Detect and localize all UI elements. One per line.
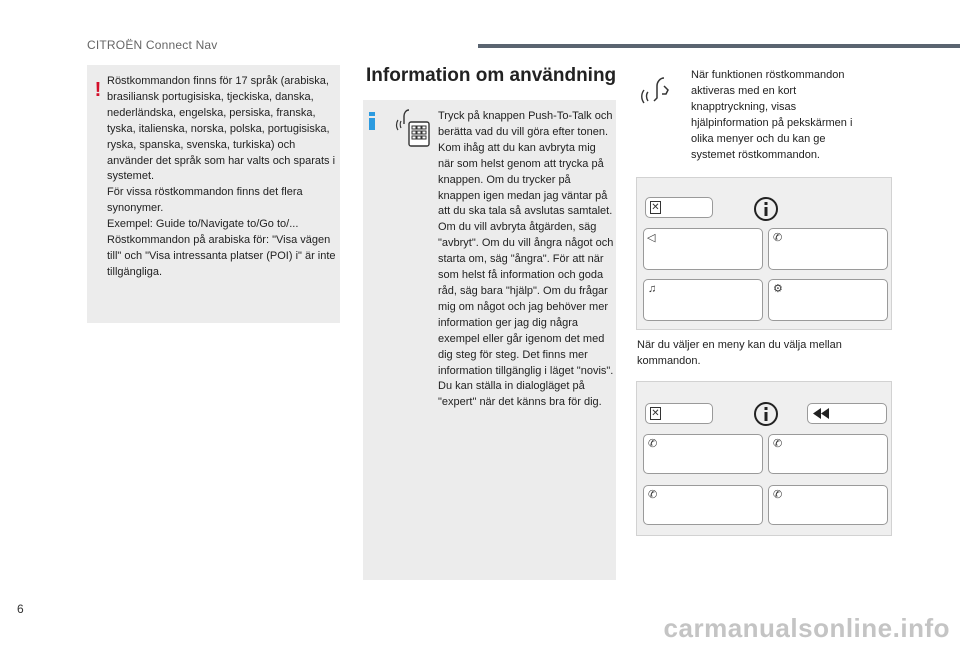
info-icon (369, 112, 375, 130)
voice-command-icon (640, 72, 680, 112)
warning-text: Röstkommandon finns för 17 språk (arabiska, brasiliansk portugisiska, tjeckiska, danska, nederländska, engelska, persiska, franska, tyska, italienska, norska, polska, portugisiska, ryska, spanska, svenska, turkiska) och använder det språk som har valts och sparats i systemet. För vissa röstkommandon finns det flera synonymer. Exempel: Guide to/Navigate to/Go to/... Röstkommandon på arabiska för: "Visa vägen till" och "Visa intressanta platser (POI) i" är inte tillgängliga. (107, 75, 336, 278)
phone-icon: ✆ (648, 489, 658, 501)
menu-button-settings[interactable] (768, 279, 888, 321)
command-button-phone-4[interactable] (768, 485, 888, 525)
phone-icon: ✆ (773, 489, 783, 501)
watermark: carmanualsonline.info (663, 613, 950, 643)
voice-text: När funktionen röstkommandon aktiveras med en kort knapptryckning, visas hjälpinformation på pekskärmen i olika menyer och du kan ge systemet röstkommandon. (691, 69, 853, 161)
menu-button-music[interactable] (643, 279, 763, 321)
header-bar (478, 44, 960, 48)
menu-text: När du väljer en meny kan du välja mellan kommandon. (637, 339, 842, 367)
info-text: Tryck på knappen Push-To-Talk och berätta vad du vill göra efter tonen. Kom ihåg att du kan avbryta mig när som helst genom att trycka på knappen. Om du trycker på knappen igen medan jag väntar på att du ska tala så avslutas samtalet. Om du vill avbryta åtgärden, säg "avbryt". Om du vill ångra något och starta om, säg "ångra". För att när som helst få information och goda råd, säg bara "hjälp". Om du frågar mig om något och jag behöver mer information ger jag dig några exempel eller går igenom det med dig steg för steg. Det finns mer information tillgänglig i läget "novis". Du kan ställa in dialogläget på "expert" när det känns bra för dig. (438, 110, 614, 409)
info-circle-icon (753, 401, 779, 427)
page-number: 6 (17, 602, 24, 616)
phone-icon: ✆ (773, 438, 783, 450)
command-button-phone-3[interactable] (643, 485, 763, 525)
warning-box (87, 65, 340, 323)
header-title: CITROËN Connect Nav (87, 38, 218, 52)
music-icon: ♫ (648, 283, 657, 295)
settings-icon: ⚙ (773, 283, 783, 295)
navigation-icon: ◁ (647, 232, 656, 244)
close-button[interactable] (645, 197, 713, 218)
back-button[interactable] (807, 403, 887, 424)
back-icon (813, 408, 829, 419)
command-button-phone-1[interactable] (643, 434, 763, 474)
info-box (363, 100, 616, 580)
command-button-phone-2[interactable] (768, 434, 888, 474)
close-button[interactable] (645, 403, 713, 424)
menu-screen-main (636, 177, 892, 330)
section-title: Information om användning (366, 65, 617, 86)
phone-icon: ✆ (648, 438, 658, 450)
menu-screen-submenu (636, 381, 892, 536)
push-to-talk-icon (395, 106, 431, 148)
close-icon: ✕ (651, 408, 660, 419)
info-circle-icon (753, 196, 779, 222)
close-icon: ✕ (651, 202, 660, 213)
menu-button-phone[interactable] (768, 228, 888, 270)
warning-icon: ! (94, 79, 102, 101)
menu-button-navigation[interactable] (643, 228, 763, 270)
phone-icon: ✆ (773, 232, 783, 244)
